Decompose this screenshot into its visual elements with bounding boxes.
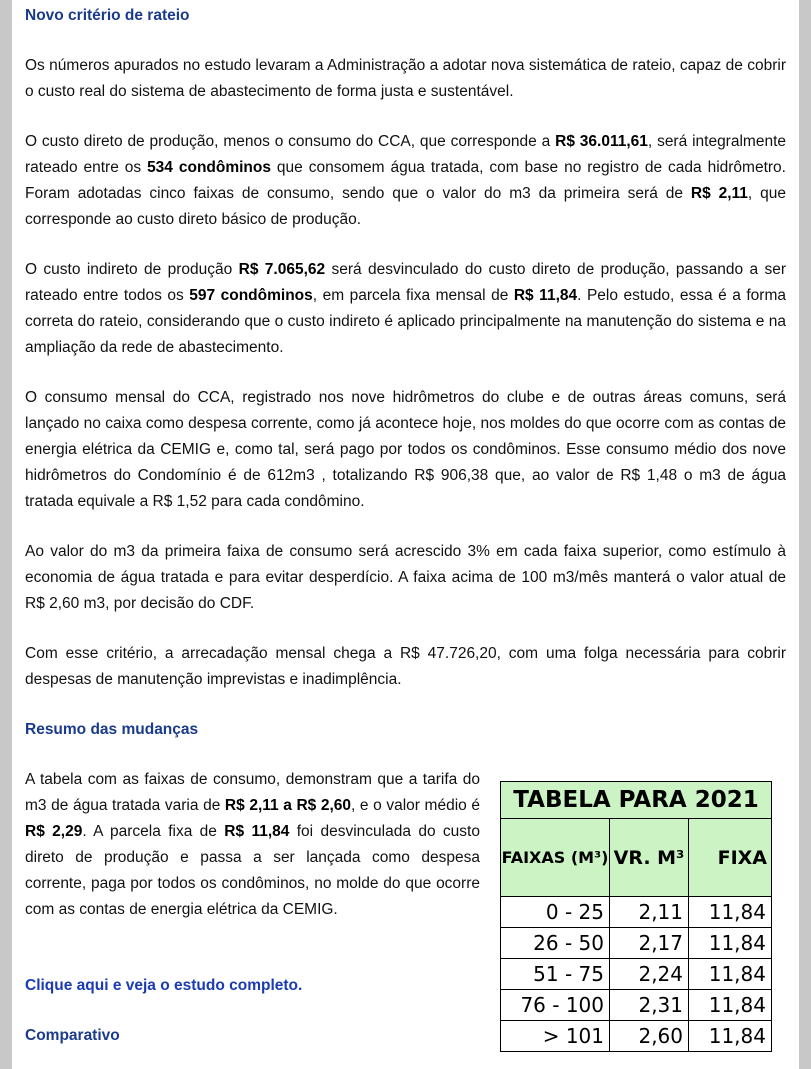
cell-fixa: 11,84: [689, 928, 772, 959]
highlight-value: 597 condôminos: [189, 287, 313, 304]
cell-valor-m3: 2,60: [610, 1021, 689, 1052]
column-header-valor-m3: VR. M³: [610, 819, 689, 897]
cell-faixa: 51 - 75: [501, 959, 610, 990]
paragraph-faixa-consumo: Ao valor do m3 da primeira faixa de consumo será acrescido 3% em cada faixa superior, como estímulo à economia de água tratada e para evitar desperdício. A faixa acima de 100 m3/mês manterá o valor atual de R$ 2,60 m3, por decisão do CDF.: [25, 543, 786, 612]
paragraph-consumo-cca: O consumo mensal do CCA, registrado nos nove hidrômetros do clube e de outras áreas comuns, será lançado no caixa como despesa corrente, como já acontece hoje, nos moldes do que ocorre com as contas de energia elétrica da CEMIG e, como tal, será pago por todos os condôminos. Esse consumo médio dos nove hidrômetros do Condomínio é de 612m3 , totalizando R$ 906,38 que, ao valor de R$ 1,48 o m3 de água tratada equivale a R$ 1,52 para cada condômino.: [25, 389, 786, 510]
column-header-fixa: FIXA: [689, 819, 772, 897]
highlight-value: R$ 11,84: [224, 823, 290, 840]
cell-faixa: 76 - 100: [501, 990, 610, 1021]
cell-valor-m3: 2,11: [610, 897, 689, 928]
table-row: [501, 897, 772, 928]
heading-comparativo: Comparativo: [25, 1027, 120, 1044]
cell-fixa: 11,84: [689, 990, 772, 1021]
right-page-border: [799, 0, 811, 1069]
table-row: [501, 1021, 772, 1052]
paragraph-intro: Os números apurados no estudo levaram a Administração a adotar nova sistemática de rateio, capaz de cobrir o custo real do sistema de abastecimento de forma justa e sustentável.: [25, 57, 786, 100]
highlight-value: R$ 7.065,62: [238, 261, 326, 278]
text-fragment: O custo direto de produção, menos o consumo do CCA, que corresponde a: [25, 133, 556, 150]
left-page-border: [0, 0, 12, 1069]
paragraph-arrecadacao: Com esse critério, a arrecadação mensal chega a R$ 47.726,20, com uma folga necessária para cobrir despesas de manutenção imprevistas e inadimplência.: [25, 645, 786, 688]
cell-fixa: 11,84: [689, 897, 772, 928]
highlight-value: 534 condôminos: [147, 159, 271, 176]
tabela-2021: [500, 781, 772, 1052]
heading-resumo-mudancas: Resumo das mudanças: [25, 721, 199, 738]
text-fragment: será desvinculado do custo direto de produção, passando a ser rateado entre todos os: [25, 261, 786, 304]
cell-valor-m3: 2,17: [610, 928, 689, 959]
text-fragment: que consomem água tratada, com base no registro de cada hidrômetro. Foram adotadas cinco faixas de consumo, sendo que o valor do m3 da primeira será de: [25, 159, 786, 202]
cell-faixa: 0 - 25: [501, 897, 610, 928]
cell-faixa: 26 - 50: [501, 928, 610, 959]
cell-valor-m3: 2,24: [610, 959, 689, 990]
highlight-value: R$ 36.011,61: [555, 133, 648, 150]
table-row: [501, 928, 772, 959]
table-title: TABELA PARA 2021: [501, 782, 772, 819]
text-fragment: , será integralmente rateado entre os: [25, 133, 786, 176]
paragraph-custo-indireto: [25, 257, 786, 361]
paragraph-custo-direto: [25, 129, 786, 233]
text-fragment: , e o valor médio é: [351, 797, 480, 814]
text-fragment: , em parcela fixa mensal de: [312, 287, 514, 304]
column-header-faixas: FAIXAS (M³): [501, 819, 610, 897]
text-fragment: . Pelo estudo, essa é a forma correta do rateio, considerando que o custo indireto é aplicado principalmente na manutenção do sistema e na ampliação da rede de abastecimento.: [25, 287, 786, 356]
text-fragment: O custo indireto de produção: [25, 261, 239, 278]
highlight-value: R$ 2,11: [690, 185, 748, 202]
paragraph-resumo: [25, 767, 480, 923]
highlight-value: R$ 2,11 a R$ 2,60: [224, 797, 352, 814]
table-row: [501, 959, 772, 990]
cell-fixa: 11,84: [689, 1021, 772, 1052]
highlight-value: R$ 11,84: [513, 287, 578, 304]
highlight-value: R$ 2,29: [25, 823, 83, 840]
text-fragment: A tabela com as faixas de consumo, demonstram que a tarifa do m3 de água tratada varia de: [25, 771, 480, 814]
cell-fixa: 11,84: [689, 959, 772, 990]
link-estudo-completo[interactable]: Clique aqui e veja o estudo completo.: [25, 977, 303, 994]
cell-faixa: > 101: [501, 1021, 610, 1052]
text-fragment: foi desvinculada do custo direto de produção e passa a ser lançada como despesa corrente, paga por todos os condôminos, no molde do que ocorre com as contas de energia elétrica da CEMIG.: [25, 823, 480, 918]
cell-valor-m3: 2,31: [610, 990, 689, 1021]
table-row: [501, 990, 772, 1021]
text-fragment: . A parcela fixa de: [82, 823, 225, 840]
text-fragment: , que corresponde ao custo direto básico de produção.: [25, 185, 786, 228]
heading-novo-criterio: Novo critério de rateio: [25, 7, 190, 24]
